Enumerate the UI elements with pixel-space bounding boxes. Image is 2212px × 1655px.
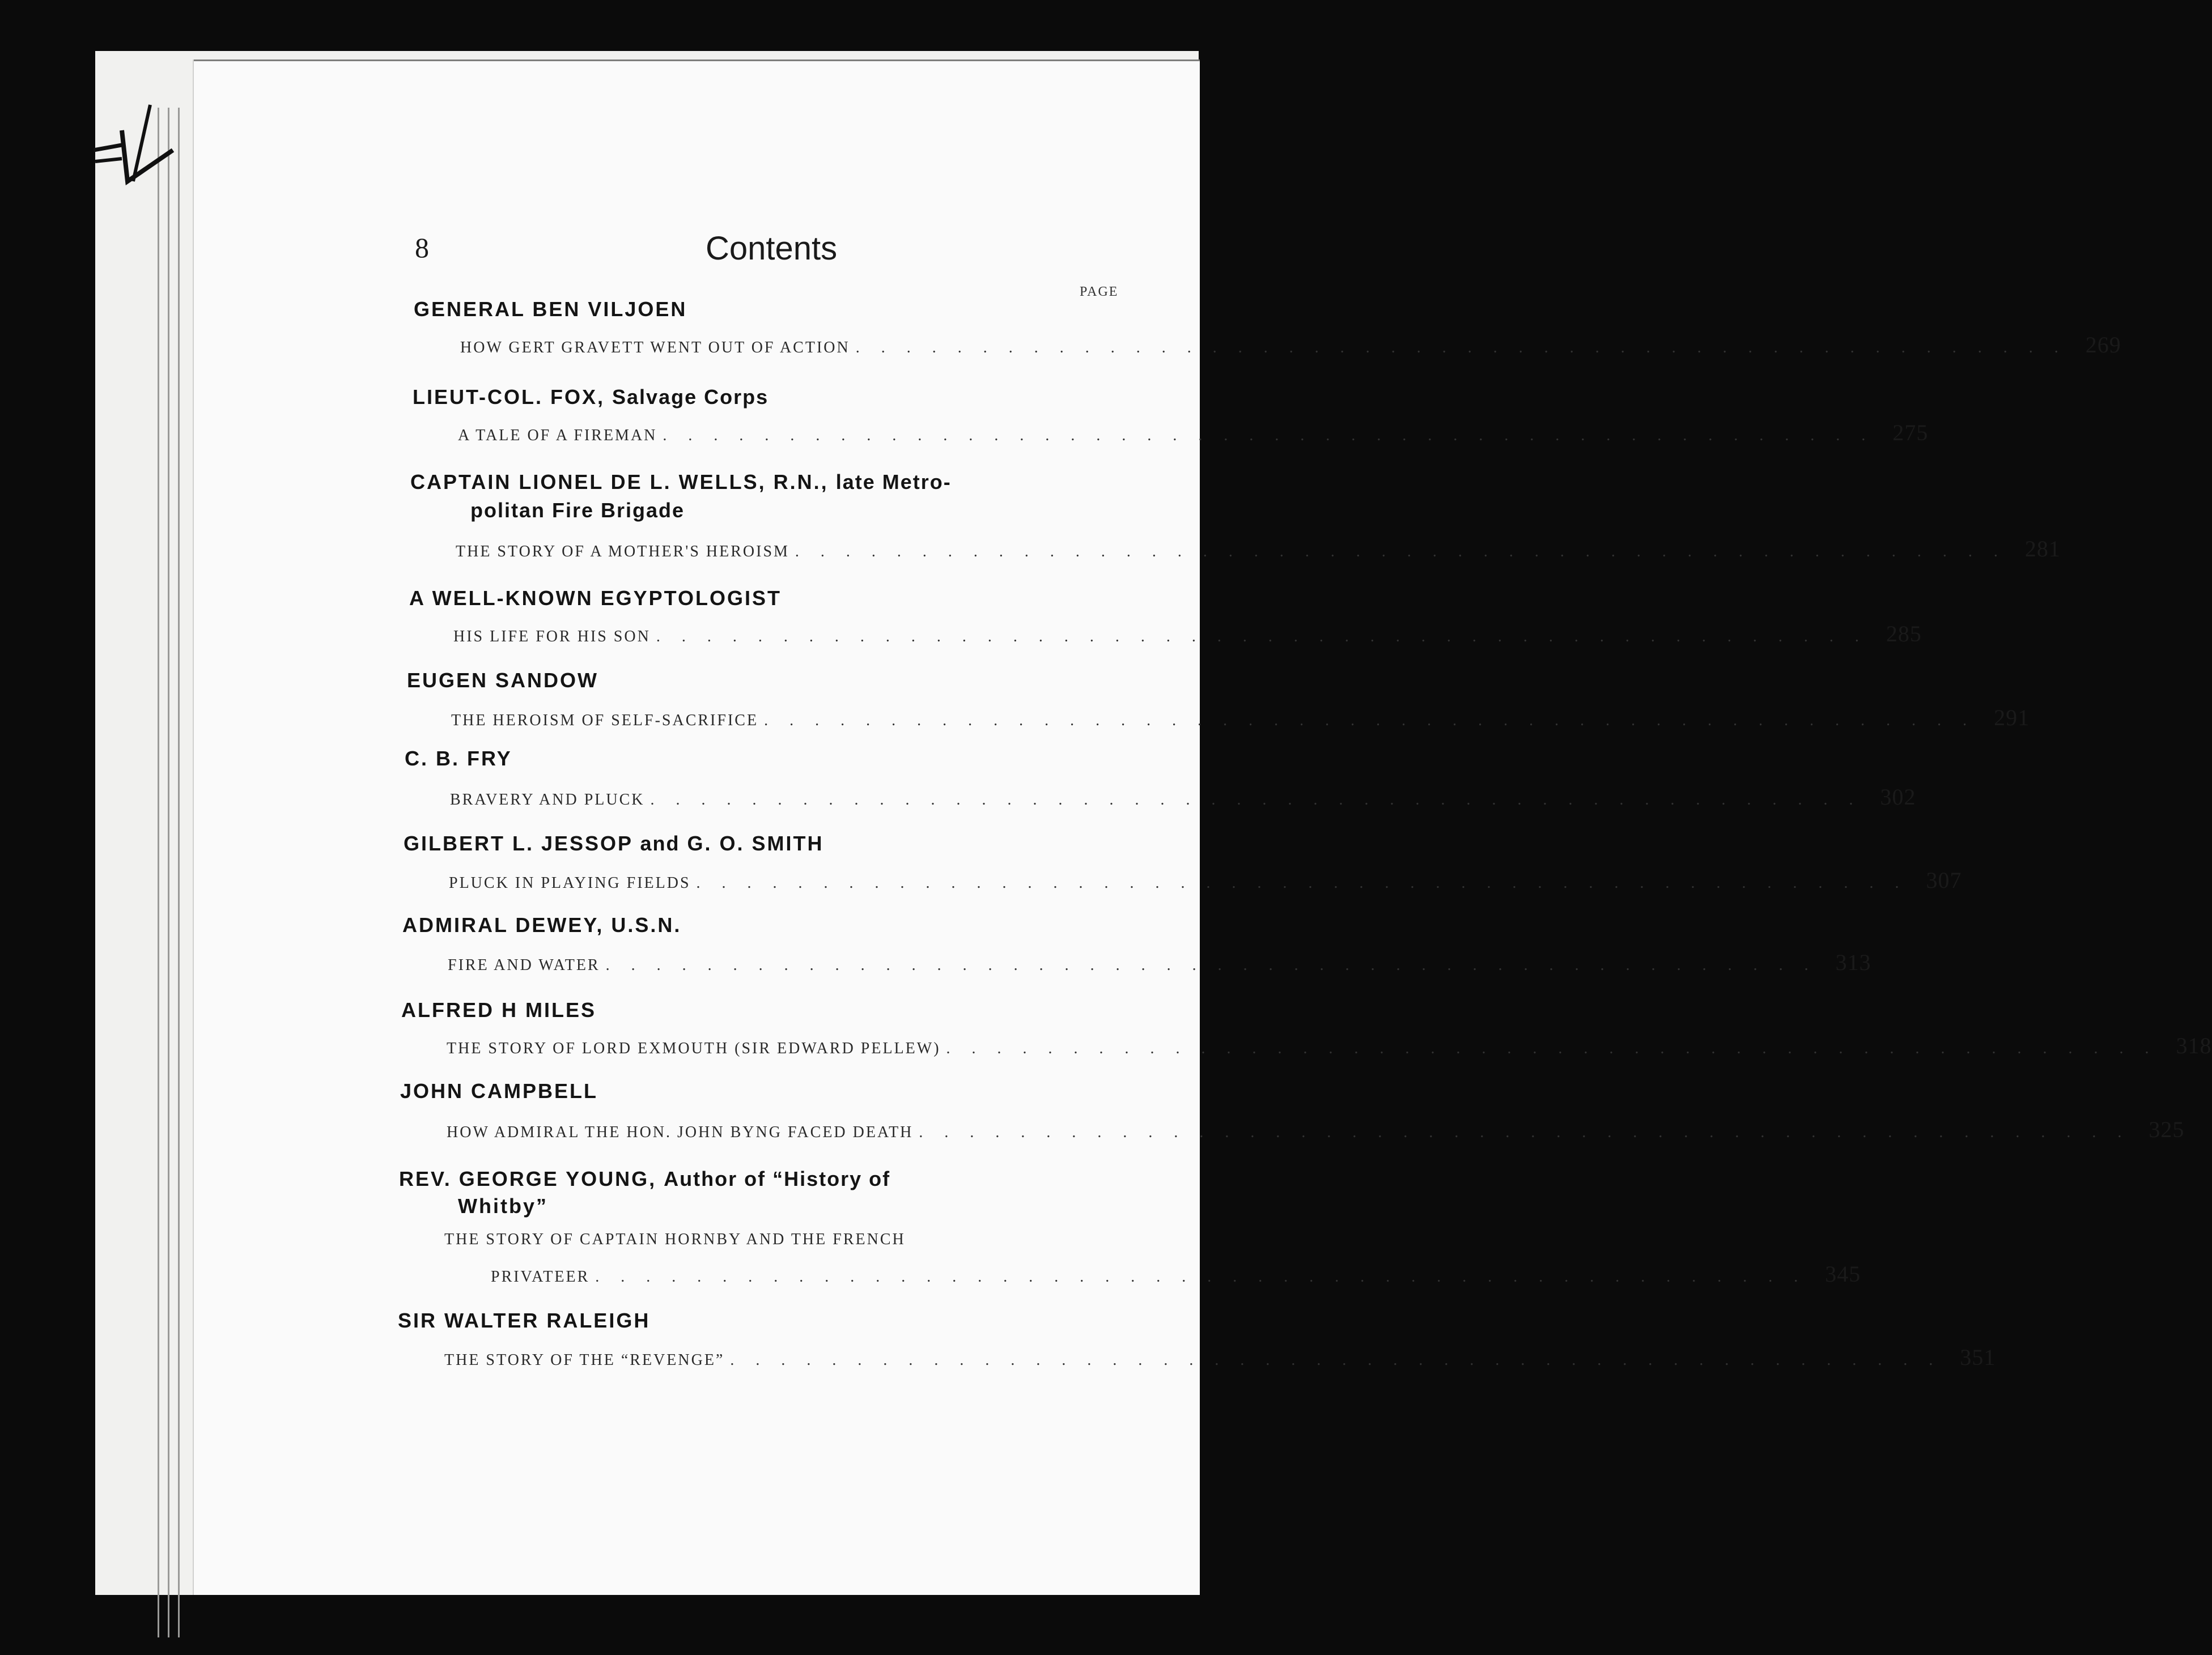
dot-leader: ................................................: [663, 427, 1887, 444]
dot-leader: ................................................: [696, 874, 1921, 892]
story-title: THE STORY OF THE “REVENGE”: [444, 1351, 725, 1369]
author-name: SIR WALTER RALEIGH: [398, 1309, 651, 1332]
author-name: CAPTAIN LIONEL DE L. WELLS, R.N.,: [410, 470, 829, 493]
author-name: JOHN CAMPBELL: [400, 1079, 598, 1103]
author-name: REV. GEORGE YOUNG,: [399, 1167, 657, 1190]
author-name: ALFRED H MILES: [401, 998, 596, 1022]
story-title: THE HEROISM OF SELF-SACRIFICE: [451, 712, 759, 729]
dot-leader: ................................................: [795, 543, 2019, 560]
author-affiliation: Whitby”: [458, 1194, 548, 1218]
story-page-number: 281: [2024, 536, 2061, 561]
author-affiliation: late Metro-: [835, 470, 952, 493]
entry-author: [407, 669, 598, 692]
story-page-number: 302: [1880, 784, 1916, 810]
entry-story: [451, 704, 2030, 731]
entry-author: [413, 385, 769, 409]
entry-story: [460, 331, 2121, 358]
dot-leader: ................................................: [650, 791, 1875, 809]
story-title: THE STORY OF CAPTAIN HORNBY AND THE FRENCH: [444, 1231, 906, 1248]
story-page-number: 291: [1994, 705, 2030, 730]
story-title: HOW ADMIRAL THE HON. JOHN BYNG FACED DEATH: [447, 1124, 914, 1141]
entry-author-continued: [470, 499, 685, 522]
page-title: Contents: [706, 230, 838, 267]
dot-leader: ................................................: [656, 628, 1880, 645]
entry-story: [447, 1032, 2212, 1059]
entry-story: [458, 419, 1929, 446]
entry-author: [401, 998, 596, 1022]
story-title: PRIVATEER: [491, 1268, 590, 1286]
author-name: A WELL-KNOWN EGYPTOLOGIST: [409, 586, 782, 610]
author-name: GENERAL BEN VILJOEN: [414, 297, 687, 321]
story-page-number: 269: [2085, 332, 2121, 358]
entry-author: [414, 297, 687, 321]
story-title: HOW GERT GRAVETT WENT OUT OF ACTION: [460, 339, 850, 356]
dot-leader: ................................................: [764, 712, 1989, 729]
dot-leader: ................................................: [855, 339, 2080, 356]
entry-story: [447, 1116, 2185, 1143]
entry-story: [456, 535, 2061, 562]
author-name: ADMIRAL DEWEY, U.S.N.: [402, 913, 682, 937]
story-title: PLUCK IN PLAYING FIELDS: [449, 874, 691, 892]
author-name: EUGEN SANDOW: [407, 669, 599, 692]
entry-author: [402, 913, 681, 937]
story-title: HIS LIFE FOR HIS SON: [453, 628, 651, 645]
author-name: G. O. SMITH: [687, 832, 824, 855]
entry-story: [449, 867, 1962, 894]
dot-leader: ................................................: [919, 1124, 2143, 1141]
author-affiliation: Author of “History of: [664, 1167, 891, 1190]
entry-author: [399, 1167, 890, 1191]
author-affiliation: Salvage Corps: [612, 385, 769, 409]
story-page-number: 285: [1886, 621, 1922, 646]
story-title: THE STORY OF A MOTHER'S HEROISM: [456, 543, 789, 560]
page-number: 8: [415, 232, 429, 263]
entry-story: [450, 784, 1916, 810]
story-page-number: 351: [1960, 1345, 1996, 1370]
entry-author: [398, 1309, 650, 1333]
story-page-number: 318: [2176, 1033, 2212, 1058]
entry-author-continued: [458, 1194, 548, 1218]
story-page-number: 345: [1825, 1261, 1861, 1287]
dot-leader: ................................................: [595, 1268, 1820, 1286]
entry-story-continued: [491, 1261, 1861, 1287]
story-page-number: 275: [1892, 420, 1929, 445]
author-affiliation: politan Fire Brigade: [470, 499, 685, 522]
entry-story: [444, 1231, 906, 1249]
story-title: A TALE OF A FIREMAN: [458, 427, 657, 444]
author-name: LIEUT-COL. FOX,: [413, 385, 605, 409]
entry-author: [409, 586, 782, 610]
story-title: THE STORY OF LORD EXMOUTH (SIR EDWARD PELLEW): [447, 1040, 941, 1057]
story-page-number: 313: [1835, 950, 1871, 975]
entry-author: [405, 747, 512, 771]
story-title: BRAVERY AND PLUCK: [450, 791, 645, 809]
dot-leader: ................................................: [730, 1351, 1955, 1369]
entry-story: [448, 949, 1871, 976]
story-title: FIRE AND WATER: [448, 956, 600, 974]
page-column-label: PAGE: [1080, 284, 1119, 299]
author-conjunction: and: [640, 832, 680, 855]
entry-story: [444, 1344, 1996, 1371]
author-name: C. B. FRY: [405, 747, 512, 770]
dot-leader: ................................................: [946, 1040, 2171, 1057]
entry-author: [400, 1079, 598, 1103]
story-page-number: 307: [1926, 867, 1962, 893]
dot-leader: ................................................: [605, 956, 1830, 974]
entry-author: [410, 470, 952, 494]
story-page-number: 325: [2149, 1117, 2185, 1142]
entry-story: [453, 620, 1922, 647]
author-name: GILBERT L. JESSOP: [404, 832, 633, 855]
entry-author: [404, 832, 823, 856]
